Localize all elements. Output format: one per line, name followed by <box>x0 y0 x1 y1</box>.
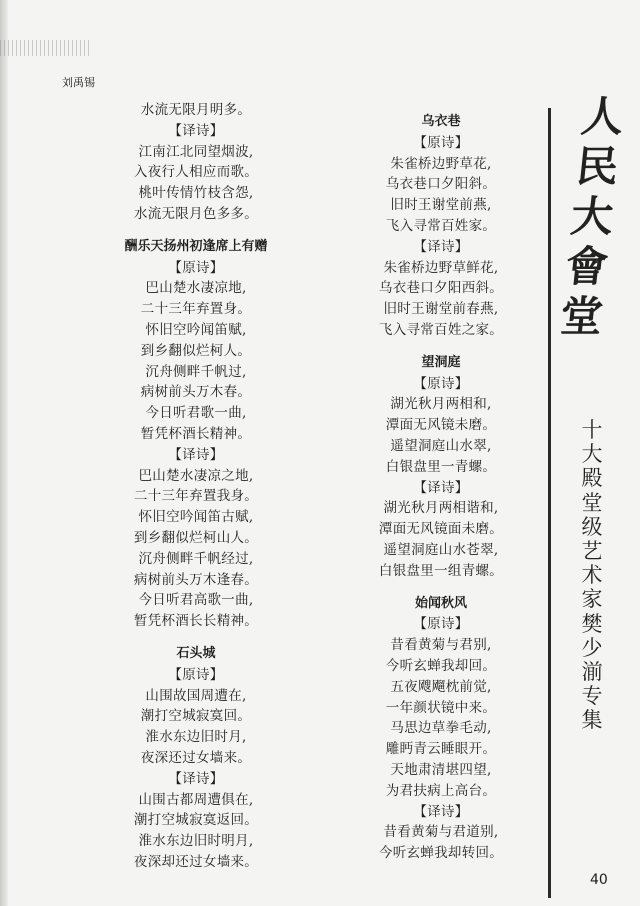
poem-line: 江南江北同望烟波, <box>138 143 254 160</box>
poem-line: 旧时王谢堂前燕, <box>390 197 492 214</box>
poem-title: 酬乐天扬州初逢席上有赠 <box>124 238 268 254</box>
poem-line: 湖光秋月两相谐和, <box>383 500 499 517</box>
original-tag: 【原诗】 <box>413 134 469 151</box>
poem-line: 旧时王谢堂前春燕, <box>383 301 499 318</box>
brand-char: 會 <box>563 242 611 291</box>
brand-char: 堂 <box>557 292 606 341</box>
translation-tag: 【译诗】 <box>168 770 224 787</box>
poem-line: 今日听君歌一曲, <box>145 405 247 422</box>
translation-tag: 【译诗】 <box>168 446 224 463</box>
poem-line: 雕眄青云睡眼开。 <box>385 741 497 758</box>
original-tag: 【原诗】 <box>413 616 469 633</box>
poem-line: 水流无限月色多多。 <box>133 205 259 222</box>
poem-line: 一年颜状镜中来。 <box>385 699 497 716</box>
poem-line: 白银盘里一组青螺。 <box>378 562 504 579</box>
subtitle-char: 堂 <box>581 490 603 515</box>
original-tag: 【原诗】 <box>413 375 469 392</box>
poem-line: 桃叶传情竹枝含怨, <box>138 185 254 202</box>
poem-title: 望洞庭 <box>421 354 461 370</box>
scan-dots <box>0 40 90 56</box>
poem-line: 怀旧空吟闻笛古赋, <box>138 509 254 526</box>
poem-line: 昔看黄菊与君别, <box>390 637 492 654</box>
poem-line: 五夜飕飗枕前觉, <box>390 678 492 695</box>
original-tag: 【原诗】 <box>168 666 224 683</box>
poem-line: 山围古都周遭俱在, <box>138 791 254 808</box>
poem-line: 今听玄蝉我却回。 <box>385 657 497 674</box>
subtitle-char: 艺 <box>581 539 603 564</box>
poem-line: 山围故国周遭在, <box>145 687 247 704</box>
poem-line: 入夜行人相应而歌。 <box>133 164 259 181</box>
poem-line: 遥望洞庭山水翠, <box>390 437 492 454</box>
subtitle-char: 殿 <box>581 466 603 491</box>
poem-line: 病树前头万木逢春。 <box>133 571 259 588</box>
translation-tag: 【译诗】 <box>413 803 469 820</box>
middle-column <box>332 100 550 864</box>
author-name: 刘禹锡 <box>62 76 95 89</box>
brand-calligraphy-title <box>547 92 637 342</box>
scan-edge <box>0 0 8 906</box>
poem-line: 暂凭杯酒长长精神。 <box>133 613 259 630</box>
poem-line: 病树前头万木春。 <box>140 384 252 401</box>
poem-line: 潭面无风镜面未磨。 <box>378 521 504 538</box>
poem-line: 怀旧空吟闻笛赋, <box>145 321 247 338</box>
subtitle-char: 集 <box>581 708 603 733</box>
poem-line: 朱雀桥边野草鲜花, <box>383 259 499 276</box>
subtitle-char: 大 <box>581 442 603 467</box>
poem-line: 沉舟侧畔千帆经过, <box>138 550 254 567</box>
poem-line: 淮水东边旧时月, <box>145 729 247 746</box>
subtitle-char: 少 <box>581 635 603 660</box>
subtitle-char: 专 <box>581 684 603 709</box>
brand-char: 人 <box>578 92 627 141</box>
poem-line: 朱雀桥边野草花, <box>390 155 492 172</box>
poem-line: 二十三年弃置我身。 <box>133 488 259 505</box>
poem-line: 马思边草拳毛动, <box>390 720 492 737</box>
subtitle-char: 术 <box>581 563 603 588</box>
page-number: 40 <box>590 872 608 888</box>
poem-line: 夜深还过女墙来。 <box>140 749 252 766</box>
original-tag: 【原诗】 <box>168 259 224 276</box>
poem-line: 飞入寻常百姓之家。 <box>378 321 504 338</box>
poem-line: 为君扶病上高台。 <box>385 782 497 799</box>
poem-title: 始闻秋风 <box>414 595 467 611</box>
subtitle-char: 十 <box>581 418 603 442</box>
brand-char: 民 <box>573 142 621 191</box>
translation-tag: 【译诗】 <box>168 122 224 139</box>
subtitle-char: 湔 <box>581 660 603 685</box>
poem-line: 淮水东边旧时明月, <box>138 833 254 850</box>
collection-subtitle <box>574 418 610 733</box>
poem-line: 夜深却还过女墙来。 <box>133 853 259 870</box>
poem-line: 白银盘里一青螺。 <box>385 458 497 475</box>
subtitle-char: 家 <box>581 587 603 612</box>
left-column <box>86 100 306 873</box>
brand-char: 大 <box>568 192 616 241</box>
poem-line: 昔看黄菊与君道别, <box>383 824 499 841</box>
poem-line: 乌衣巷口夕阳斜。 <box>385 176 497 193</box>
poem-line: 暂凭杯酒长精神。 <box>140 425 252 442</box>
poem-line: 今听玄蝉我却转回。 <box>378 845 504 862</box>
poem-line: 飞入寻常百姓家。 <box>385 217 497 234</box>
poem-line: 沉舟侧畔千帆过, <box>145 363 247 380</box>
poem-line: 今日听君高歌一曲, <box>138 592 254 609</box>
sidebar-divider <box>548 108 551 898</box>
subtitle-char: 级 <box>581 514 603 539</box>
translation-tag: 【译诗】 <box>413 479 469 496</box>
poem-line: 潭面无风镜未磨。 <box>385 417 497 434</box>
poem-title: 石头城 <box>176 645 216 661</box>
poem-line: 巴山楚水凄凉之地, <box>138 467 254 484</box>
poem-line: 遥望洞庭山水苍翠, <box>383 541 499 558</box>
poem-line: 潮打空城寂寞返回。 <box>133 812 259 829</box>
poem-title: 乌衣巷 <box>421 114 461 129</box>
poem-line: 二十三年弃置身。 <box>140 301 252 318</box>
poem-line: 天地肃清堪四望, <box>390 761 492 778</box>
poem-line: 潮打空城寂寞回。 <box>140 708 252 725</box>
poem-line: 到乡翻似烂柯山人。 <box>133 529 259 546</box>
poem-line: 巴山楚水凄凉地, <box>145 280 247 297</box>
poem-line: 乌衣巷口夕阳西斜。 <box>378 280 504 297</box>
translation-tag: 【译诗】 <box>413 238 469 255</box>
subtitle-char: 樊 <box>581 611 603 636</box>
poem-line: 水流无限月明多。 <box>140 102 252 118</box>
poem-line: 到乡翻似烂柯人。 <box>140 342 252 359</box>
poem-line: 湖光秋月两相和, <box>390 396 492 413</box>
